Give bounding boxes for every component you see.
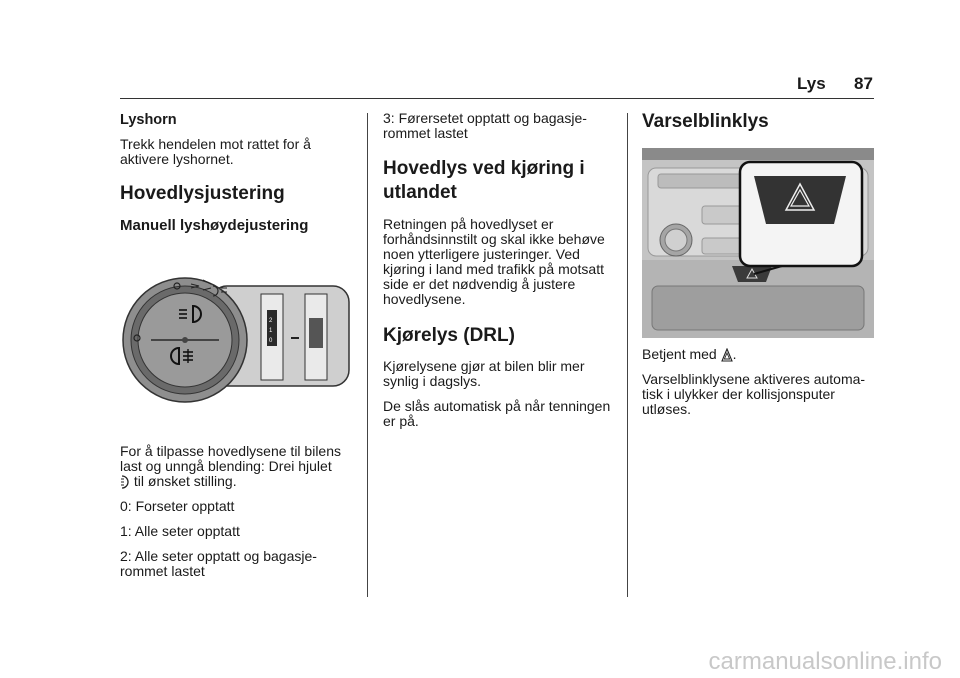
paragraph-drl-1: Kjørelysene gjør at bilen blir mer synlig i dagslys. — [383, 358, 585, 389]
scale-label-2: 2 — [269, 318, 273, 324]
thumbwheel-icon — [120, 475, 130, 489]
heading-manuell-lyshoydejustering: Manuell lyshøydejustering — [120, 217, 309, 234]
paragraph-betjent-text: Betjent med — [642, 346, 717, 362]
column-divider-right — [627, 113, 628, 597]
paragraph-betjent — [642, 347, 874, 362]
item-2: 2: Alle seter opptatt og bagasje-rommet lastet — [120, 548, 317, 579]
heading-lyshorn: Lyshorn — [120, 112, 177, 128]
heading-varselblinklys: Varselblinklys — [642, 111, 769, 132]
paragraph-utlandet: Retningen på hovedlyset er forhåndsinnstilt og skal ikke behøve noen ytterligere justeringer. Ved kjøring i land med trafikk på motsatt side er det nødvendig å justere hovedlysene. — [383, 216, 605, 307]
paragraph-lyshorn: Trekk hendelen mot rattet for å aktivere lyshornet. — [120, 136, 311, 167]
column-3-lower — [642, 347, 874, 427]
running-header-section: Lys — [797, 74, 826, 93]
hazard-triangle-icon — [721, 348, 733, 362]
column-1 — [120, 111, 356, 243]
watermark — [0, 648, 960, 676]
heading-hovedlys-utlandet: Hovedlys ved kjøring i utlandet — [383, 158, 585, 203]
heading-kjorelys-drl: Kjørelys (DRL) — [383, 325, 515, 346]
column-1-lower — [120, 444, 356, 589]
heading-hovedlysjustering: Hovedlysjustering — [120, 183, 285, 204]
paragraph-varselblinklys: Varselblinklysene aktiveres automa-tisk i ulykker der kollisjonsputer utløses. — [642, 371, 866, 417]
paragraph-betjent-end: . — [732, 346, 737, 362]
page-number: 87 — [854, 74, 873, 93]
paragraph-tilpasse — [120, 444, 356, 489]
item-0: 0: Forseter opptatt — [120, 498, 235, 514]
header-rule — [120, 98, 874, 99]
item-3: 3: Førersetet opptatt og bagasje-rommet lastet — [383, 110, 587, 141]
headlight-switch-illustration — [121, 270, 353, 410]
item-1: 1: Alle seter opptatt — [120, 523, 240, 539]
paragraph-tilpasse-end: til ønsket stilling. — [133, 473, 237, 489]
column-2 — [383, 111, 615, 439]
column-3 — [642, 111, 874, 145]
scale-label-1: 1 — [269, 328, 273, 334]
watermark-text: carmanualsonline.info — [708, 648, 942, 675]
paragraph-tilpasse-text: For å tilpasse hovedlysene til bilens last og unngå blending: Drei hjulet — [120, 443, 342, 474]
paragraph-drl-2: De slås automatisk på når tenningen er på. — [383, 398, 611, 429]
hazard-switch-photo — [642, 148, 874, 338]
scale-label-0: 0 — [269, 338, 273, 344]
column-divider-left — [367, 113, 368, 597]
